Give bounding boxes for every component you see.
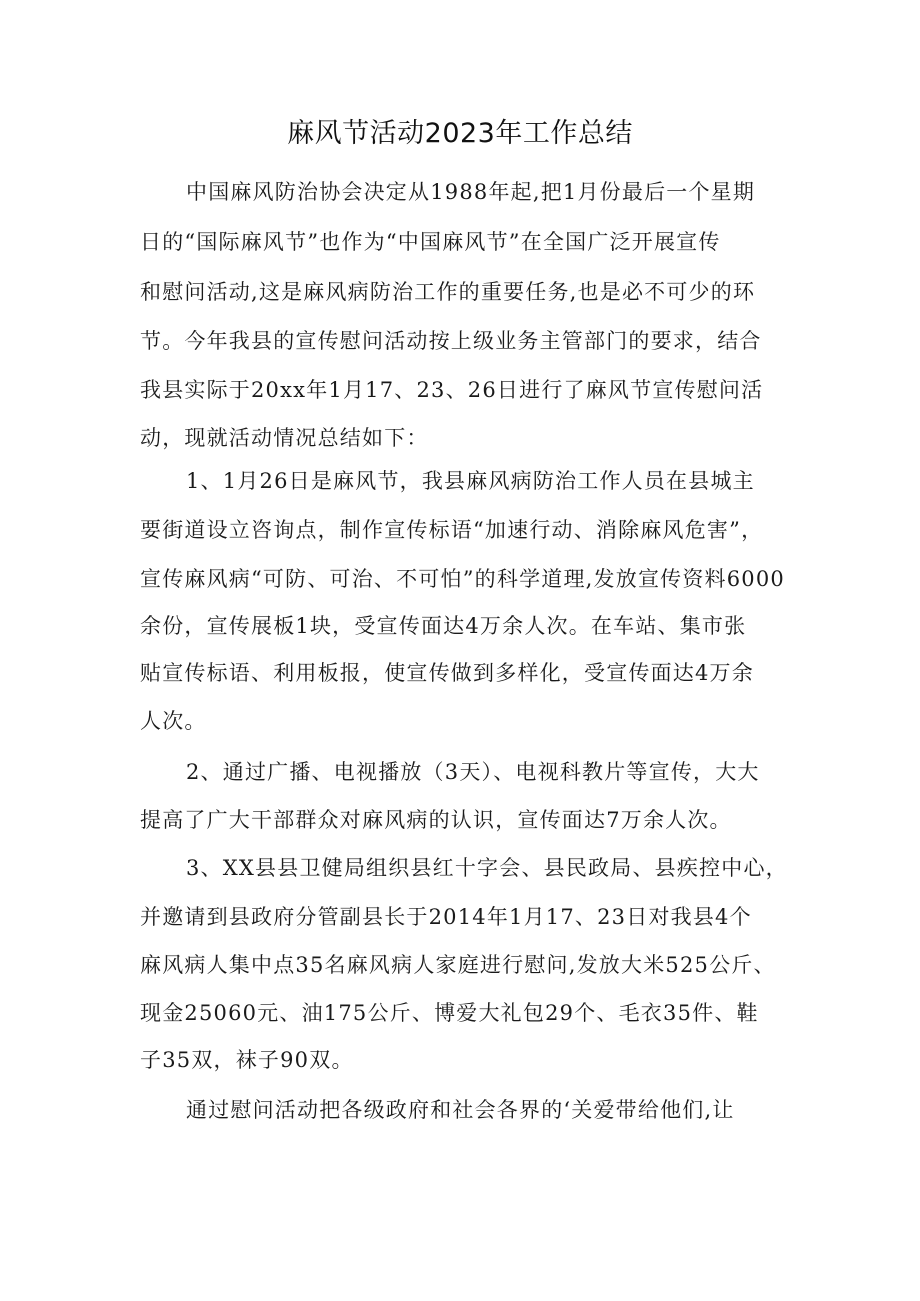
paragraph-line: 子35双，袜子90双。	[140, 1048, 354, 1072]
paragraph-line: 节。今年我县的宣传慰问活动按上级业务主管部门的要求，结合	[140, 329, 762, 353]
paragraph-line: 要街道设立咨询点，制作宣传标语“加速行动、消除麻风危害”，	[140, 518, 764, 542]
paragraph-line: 2、通过广播、电视播放（3天）、电视科教片等宣传，大大	[186, 760, 760, 784]
document-title: 麻风节活动2023年工作总结	[287, 118, 633, 149]
paragraph-line: 现金25060元、油175公斤、博爱大礼包29个、毛衣35件、鞋	[140, 1001, 759, 1025]
paragraph-line: 并邀请到县政府分管副县长于2014年1月17、23日对我县4个	[140, 905, 752, 929]
paragraph-line: 我县实际于20xx年1月17、23、26日进行了麻风节宣传慰问活	[140, 378, 764, 402]
paragraph-line: 日的“国际麻风节”也作为“中国麻风节”在全国广泛开展宣传	[140, 230, 721, 254]
paragraph-line: 中国麻风防治协会决定从1988年起,把1月份最后一个星期	[186, 180, 756, 204]
paragraph-line: 3、XX县县卫健局组织县红十字会、县民政局、县疾控中心，	[186, 856, 788, 880]
paragraph-line: 提高了广大干部群众对麻风病的认识，宣传面达7万余人次。	[140, 808, 732, 832]
paragraph-line: 通过慰问活动把各级政府和社会各界的‘关爱带给他们,让	[186, 1098, 735, 1122]
paragraph-line: 麻风病人集中点35名麻风病人家庭进行慰问,发放大米525公斤、	[140, 953, 776, 977]
paragraph-line: 1、1月26日是麻风节，我县麻风病防治工作人员在县城主	[186, 469, 755, 493]
paragraph-line: 和慰问活动,这是麻风病防治工作的重要任务,也是必不可少的环	[140, 280, 756, 304]
paragraph-line: 人次。	[140, 709, 207, 733]
paragraph-line: 动，现就活动情况总结如下：	[140, 426, 429, 450]
paragraph-line: 贴宣传标语、利用板报，使宣传做到多样化，受宣传面达4万余	[140, 661, 754, 685]
paragraph-line: 宣传麻风病“可防、可治、不可怕”的科学道理,发放宣传资料6000	[140, 567, 785, 591]
paragraph-line: 余份，宣传展板1块，受宣传面达4万余人次。在车站、集市张	[140, 614, 747, 638]
